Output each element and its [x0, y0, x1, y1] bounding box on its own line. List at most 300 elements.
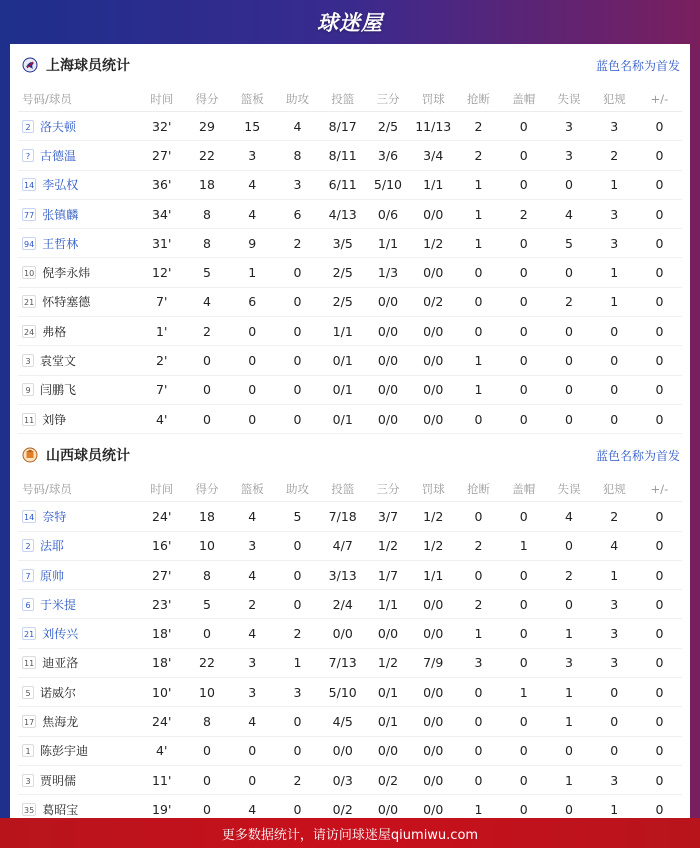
stat-cell: 4'	[156, 743, 168, 759]
stat-cell: 3	[610, 235, 619, 251]
stat-cell: 0/0	[377, 382, 399, 398]
player-name[interactable]: 刘传兴	[42, 627, 79, 642]
stat-cell: 0	[474, 743, 483, 759]
stat-cell: 29	[199, 118, 215, 134]
jersey-number-badge: ?	[22, 149, 34, 162]
player-cell	[18, 411, 139, 428]
stat-cell: 0	[655, 743, 664, 759]
player-name[interactable]: 奈特	[42, 509, 67, 524]
stat-cell: 2	[564, 294, 573, 310]
stat-cell: 7/9	[423, 655, 444, 671]
stat-cell: 0/0	[423, 626, 444, 642]
column-header[interactable]: 得分	[195, 91, 219, 106]
stat-cell: 0/0	[423, 801, 444, 817]
stat-cell: 0/3	[332, 772, 353, 788]
player-cell	[18, 596, 139, 613]
stat-cell: 0/0	[377, 353, 399, 369]
stat-cell: 3	[610, 118, 619, 134]
stat-cell: 1/1	[423, 567, 444, 583]
column-header[interactable]: 犯规	[602, 91, 626, 106]
table-header-row	[18, 476, 682, 502]
stat-cell: 0	[564, 743, 573, 759]
stat-cell: 3	[474, 655, 483, 671]
stat-cell: 0	[610, 684, 619, 700]
stat-cell: 0	[655, 294, 664, 310]
player-row[interactable]	[18, 532, 682, 561]
stat-cell: 0/0	[377, 411, 399, 427]
stat-cell: 0	[564, 265, 573, 281]
stats-card	[10, 44, 690, 818]
stat-cell: 0	[519, 772, 528, 788]
stat-cell: 1	[248, 265, 257, 281]
stat-cell: 4	[248, 567, 257, 583]
stat-cell: 1	[474, 235, 483, 251]
player-row[interactable]	[18, 112, 682, 141]
stat-cell: 2/5	[332, 265, 353, 281]
player-name[interactable]: 古德温	[40, 148, 77, 163]
stat-cell: 4	[293, 118, 302, 134]
jersey-number-badge: 11	[22, 413, 36, 426]
stat-cell: 0	[519, 743, 528, 759]
team-section-header	[10, 44, 690, 86]
stat-cell: 31'	[152, 235, 172, 251]
player-name: 诺威尔	[40, 685, 77, 700]
stat-cell: 3/4	[423, 147, 444, 163]
stat-cell: 3/5	[332, 235, 353, 251]
stat-cell: 0	[655, 626, 664, 642]
stat-cell: 0/0	[423, 596, 444, 612]
stat-cell: 0/0	[423, 684, 444, 700]
player-name: 闫鹏飞	[40, 383, 77, 398]
stat-cell: 2	[519, 206, 528, 222]
jersey-number-badge: 2	[22, 120, 34, 133]
player-row[interactable]	[18, 258, 682, 287]
player-row[interactable]	[18, 317, 682, 346]
stat-cell: 0	[293, 382, 302, 398]
stat-cell: 2	[474, 538, 483, 554]
stat-cell: 5/10	[328, 684, 357, 700]
stat-cell: 0	[202, 801, 211, 817]
stat-cell: 4	[248, 713, 257, 729]
stat-cell: 3	[248, 655, 257, 671]
player-cell	[18, 537, 139, 554]
stat-cell: 0	[519, 147, 528, 163]
stat-cell: 0	[655, 655, 664, 671]
stat-cell: 4'	[156, 411, 168, 427]
stat-cell: 0/0	[377, 743, 399, 759]
stat-cell: 2	[610, 508, 619, 524]
stat-cell: 0	[519, 235, 528, 251]
stat-cell: 0/1	[332, 411, 353, 427]
player-cell	[18, 352, 139, 369]
stat-cell: 0	[202, 411, 211, 427]
stat-cell: 4	[564, 508, 573, 524]
stat-cell: 0	[519, 323, 528, 339]
player-row[interactable]	[18, 766, 682, 795]
column-header[interactable]: +/-	[650, 481, 669, 496]
stat-cell: 0	[519, 294, 528, 310]
stat-cell: 0	[293, 265, 302, 281]
player-cell	[18, 508, 139, 525]
stat-cell: 0/0	[423, 411, 444, 427]
player-row[interactable]	[18, 141, 682, 170]
shanghai-team-icon	[22, 57, 38, 73]
jersey-number-badge: 35	[22, 803, 36, 816]
stat-cell: 2/4	[332, 596, 353, 612]
site-logo[interactable]: 球迷屋	[317, 11, 383, 35]
stat-cell: 0	[655, 596, 664, 612]
stat-cell: 1	[610, 265, 619, 281]
stat-cell: 0/2	[377, 772, 399, 788]
stat-cell: 1	[519, 538, 528, 554]
stat-cell: 2	[564, 567, 573, 583]
stat-cell: 1/1	[423, 177, 444, 193]
player-cell	[18, 713, 139, 730]
stat-cell: 5	[202, 265, 211, 281]
stat-cell: 3	[248, 684, 257, 700]
stat-cell: 0	[293, 713, 302, 729]
column-header[interactable]: 篮板	[240, 91, 264, 106]
stat-cell: 0/0	[423, 713, 444, 729]
stat-cell: 0/2	[332, 801, 353, 817]
stat-cell: 3/6	[377, 147, 399, 163]
player-cell	[18, 654, 139, 671]
player-name[interactable]: 王哲林	[42, 236, 79, 251]
table-header-row	[18, 86, 682, 112]
stat-cell: 0	[564, 177, 573, 193]
column-header[interactable]: 罚球	[421, 481, 445, 496]
stat-cell: 36'	[152, 177, 172, 193]
stat-cell: 0	[610, 382, 619, 398]
stat-cell: 34'	[152, 206, 172, 222]
jersey-number-badge: 14	[22, 510, 36, 523]
player-name: 刘铮	[42, 412, 67, 427]
stat-cell: 3	[248, 538, 257, 554]
stat-cell: 0	[474, 265, 483, 281]
stat-cell: 0	[610, 713, 619, 729]
stat-cell: 0	[564, 801, 573, 817]
stat-cell: 0	[519, 382, 528, 398]
player-name[interactable]: 洛夫顿	[40, 119, 77, 134]
stat-cell: 4	[248, 206, 257, 222]
stat-cell: 5	[564, 235, 573, 251]
stat-cell: 0	[655, 177, 664, 193]
stat-cell: 0	[293, 538, 302, 554]
player-name[interactable]: 于米提	[40, 597, 77, 612]
player-name[interactable]: 原帅	[40, 568, 65, 583]
stat-cell: 1/2	[423, 538, 444, 554]
stat-cell: 0	[655, 382, 664, 398]
stat-cell: 3	[564, 118, 573, 134]
stat-cell: 0	[474, 772, 483, 788]
stat-cell: 8/17	[328, 118, 357, 134]
stat-cell: 0	[202, 626, 211, 642]
column-header[interactable]: 抢断	[466, 481, 490, 496]
stat-cell: 1	[564, 684, 573, 700]
jersey-number-badge: 9	[22, 383, 34, 396]
stat-cell: 16'	[152, 538, 172, 554]
player-row[interactable]	[18, 619, 682, 648]
stat-cell: 3	[248, 147, 257, 163]
stat-cell: 3/13	[328, 567, 357, 583]
stat-cell: 0	[519, 508, 528, 524]
stat-cell: 27'	[152, 567, 172, 583]
column-header[interactable]: 罚球	[421, 91, 445, 106]
stat-cell: 22	[199, 655, 215, 671]
player-row[interactable]	[18, 171, 682, 200]
stat-cell: 7/13	[328, 655, 357, 671]
player-cell	[18, 264, 139, 281]
stat-cell: 0	[655, 206, 664, 222]
stat-cell: 1	[610, 294, 619, 310]
jersey-number-badge: 21	[22, 295, 36, 308]
top-banner	[0, 0, 700, 44]
column-header[interactable]: 时间	[150, 481, 174, 496]
stat-cell: 0/0	[423, 323, 444, 339]
stat-cell: 0	[655, 538, 664, 554]
player-row[interactable]	[18, 346, 682, 375]
player-row[interactable]	[18, 502, 682, 531]
player-row[interactable]	[18, 376, 682, 405]
shanxi-team-icon	[22, 447, 38, 463]
stat-cell: 0	[610, 353, 619, 369]
stat-cell: 0	[474, 294, 483, 310]
jersey-number-badge: 5	[22, 686, 34, 699]
stat-cell: 2	[293, 235, 302, 251]
column-header[interactable]: 三分	[376, 481, 400, 496]
stat-cell: 3	[610, 596, 619, 612]
jersey-number-badge: 77	[22, 208, 36, 221]
stat-cell: 6	[248, 294, 257, 310]
player-row[interactable]	[18, 649, 682, 678]
stat-cell: 0/0	[377, 801, 399, 817]
player-cell	[18, 147, 139, 164]
column-header[interactable]: 投篮	[331, 91, 355, 106]
starter-legend-link[interactable]: 蓝色名称为首发	[595, 58, 680, 73]
stat-cell: 0	[293, 294, 302, 310]
stat-cell: 1/2	[423, 508, 444, 524]
stat-cell: 0	[564, 596, 573, 612]
stat-cell: 0	[519, 596, 528, 612]
column-header[interactable]: 三分	[376, 91, 400, 106]
stat-cell: 1'	[156, 323, 168, 339]
jersey-number-badge: 24	[22, 325, 36, 338]
stat-cell: 4	[248, 508, 257, 524]
player-cell	[18, 206, 139, 223]
stat-cell: 0	[610, 411, 619, 427]
stat-cell: 9	[248, 235, 257, 251]
player-row[interactable]	[18, 590, 682, 619]
stat-cell: 1	[474, 206, 483, 222]
stat-cell: 2	[202, 323, 211, 339]
stat-cell: 0	[655, 684, 664, 700]
stat-cell: 4	[564, 206, 573, 222]
player-name: 怀特塞德	[42, 295, 91, 310]
stat-cell: 0	[293, 567, 302, 583]
player-cell	[18, 742, 139, 759]
stat-cell: 0	[248, 382, 257, 398]
stat-cell: 0	[655, 118, 664, 134]
stat-cell: 0	[202, 743, 211, 759]
stat-cell: 1	[474, 382, 483, 398]
stat-cell: 0	[655, 508, 664, 524]
stat-cell: 7'	[156, 382, 168, 398]
column-header[interactable]: 犯规	[602, 481, 626, 496]
player-row[interactable]	[18, 737, 682, 766]
column-header[interactable]: 号码/球员	[22, 91, 72, 106]
stat-cell: 3	[610, 626, 619, 642]
stat-cell: 2	[293, 772, 302, 788]
stat-cell: 8/11	[328, 147, 357, 163]
stat-cell: 0/2	[423, 294, 444, 310]
column-header[interactable]: 号码/球员	[22, 481, 72, 496]
stat-cell: 18'	[152, 626, 172, 642]
stat-cell: 0	[564, 411, 573, 427]
stat-cell: 2/5	[332, 294, 353, 310]
stat-cell: 0/0	[377, 323, 399, 339]
stat-cell: 12'	[152, 265, 172, 281]
starter-legend-link[interactable]: 蓝色名称为首发	[595, 448, 680, 463]
stat-cell: 1	[610, 177, 619, 193]
stat-cell: 18	[199, 177, 215, 193]
stat-cell: 0	[202, 353, 211, 369]
column-header[interactable]: 盖帽	[512, 481, 536, 496]
stat-cell: 0	[474, 684, 483, 700]
stat-cell: 0	[248, 743, 257, 759]
stat-cell: 0	[519, 626, 528, 642]
player-row[interactable]	[18, 229, 682, 258]
stat-cell: 8	[202, 235, 211, 251]
stat-cell: 5	[293, 508, 302, 524]
player-name[interactable]: 李弘权	[42, 178, 79, 193]
player-name[interactable]: 张镇麟	[42, 207, 79, 222]
stat-cell: 0	[293, 353, 302, 369]
footer-banner[interactable]: 更多数据统计，请访问球迷屋qiumiwu.com	[0, 818, 700, 848]
stat-cell: 0	[655, 772, 664, 788]
column-header[interactable]: 得分	[195, 481, 219, 496]
stat-cell: 0	[474, 713, 483, 729]
column-header[interactable]: 盖帽	[512, 91, 536, 106]
stat-cell: 0/1	[377, 684, 399, 700]
stat-cell: 0	[293, 323, 302, 339]
jersey-number-badge: 6	[22, 598, 34, 611]
jersey-number-badge: 14	[22, 178, 36, 191]
column-header[interactable]: +/-	[650, 91, 669, 106]
player-row[interactable]	[18, 707, 682, 736]
column-header[interactable]: 失误	[557, 481, 581, 496]
player-name: 迪亚洛	[42, 656, 79, 671]
player-row[interactable]	[18, 561, 682, 590]
player-cell	[18, 625, 139, 642]
stat-cell: 0	[519, 655, 528, 671]
stat-cell: 15	[244, 118, 261, 134]
stat-cell: 18'	[152, 655, 172, 671]
player-name: 弗格	[42, 324, 67, 339]
stat-cell: 0/6	[377, 206, 399, 222]
column-header[interactable]: 助攻	[285, 91, 309, 106]
stat-cell: 2	[248, 596, 257, 612]
stat-cell: 1/1	[377, 235, 399, 251]
stat-cell: 8	[202, 713, 211, 729]
stat-cell: 0/1	[332, 353, 353, 369]
stat-cell: 0	[519, 411, 528, 427]
stat-cell: 4/7	[332, 538, 353, 554]
player-cell	[18, 684, 139, 701]
column-header[interactable]: 篮板	[240, 481, 264, 496]
stat-cell: 1/7	[377, 567, 399, 583]
column-header[interactable]: 时间	[150, 91, 174, 106]
player-cell	[18, 293, 139, 310]
stat-cell: 0	[293, 743, 302, 759]
stat-cell: 11'	[152, 772, 172, 788]
column-header[interactable]: 助攻	[285, 481, 309, 496]
stat-cell: 0	[655, 713, 664, 729]
player-cell	[18, 801, 139, 818]
stat-cell: 0	[655, 147, 664, 163]
stat-cell: 4	[610, 538, 619, 554]
stat-cell: 2	[474, 596, 483, 612]
player-row[interactable]	[18, 405, 682, 434]
stat-cell: 0/0	[377, 626, 399, 642]
column-header[interactable]: 失误	[557, 91, 581, 106]
stat-cell: 0	[564, 353, 573, 369]
player-name[interactable]: 法耶	[40, 539, 65, 554]
stat-cell: 0	[293, 801, 302, 817]
stat-cell: 1/1	[332, 323, 353, 339]
player-cell	[18, 235, 139, 252]
stat-cell: 2/5	[377, 118, 399, 134]
stat-cell: 0	[655, 323, 664, 339]
stat-cell: 0	[519, 177, 528, 193]
team-section-header	[10, 434, 690, 476]
player-name: 葛昭宝	[42, 802, 79, 817]
stat-cell: 0	[202, 772, 211, 788]
player-row[interactable]	[18, 288, 682, 317]
stat-cell: 8	[202, 567, 211, 583]
jersey-number-badge: 3	[22, 354, 34, 367]
stat-cell: 0	[655, 265, 664, 281]
column-header[interactable]: 抢断	[466, 91, 490, 106]
stat-cell: 1/2	[377, 538, 399, 554]
jersey-number-badge: 11	[22, 656, 36, 669]
stat-cell: 22	[199, 147, 215, 163]
stat-cell: 3	[610, 206, 619, 222]
stat-cell: 1/2	[377, 655, 399, 671]
jersey-number-badge: 10	[22, 266, 36, 279]
stat-cell: 0	[519, 118, 528, 134]
stat-cell: 4/5	[332, 713, 353, 729]
stat-cell: 6/11	[328, 177, 357, 193]
stat-cell: 2	[474, 118, 483, 134]
stat-cell: 1	[474, 353, 483, 369]
stat-cell: 0/0	[423, 265, 444, 281]
stat-cell: 1	[610, 567, 619, 583]
player-row[interactable]	[18, 200, 682, 229]
stat-cell: 0	[655, 801, 664, 817]
stat-cell: 0	[564, 382, 573, 398]
stat-cell: 1	[474, 801, 483, 817]
stat-cell: 32'	[152, 118, 172, 134]
player-row[interactable]	[18, 678, 682, 707]
column-header[interactable]: 投篮	[331, 481, 355, 496]
stat-cell: 1/2	[423, 235, 444, 251]
stat-cell: 10'	[152, 684, 172, 700]
stat-cell: 0	[655, 353, 664, 369]
stat-cell: 0	[564, 323, 573, 339]
stat-cell: 0/0	[423, 382, 444, 398]
stat-cell: 5/10	[373, 177, 402, 193]
stat-cell: 2	[610, 147, 619, 163]
